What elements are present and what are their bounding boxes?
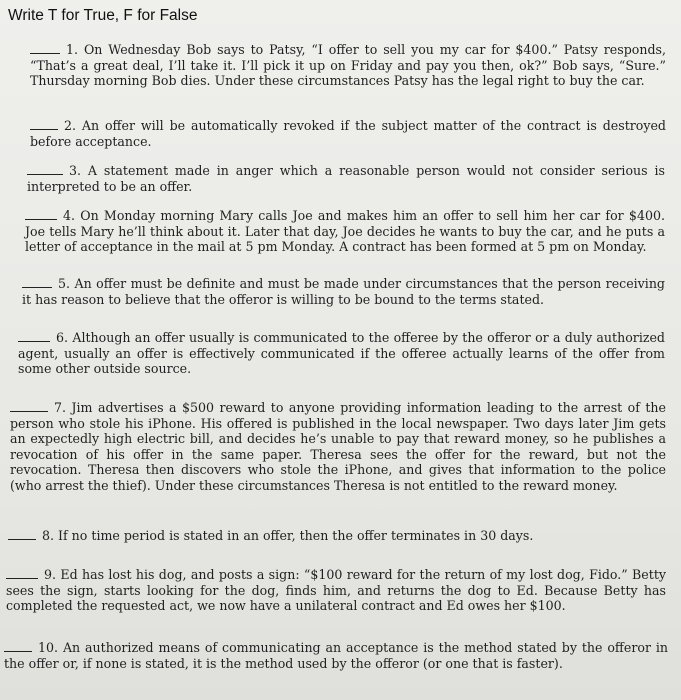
answer-blank-4[interactable] xyxy=(25,210,57,220)
question-2-text: An offer will be automatically revoked if the subject matter of the contract is destroyed before acceptance. xyxy=(30,118,666,149)
question-3-text: A statement made in anger which a reasonable person would not consider serious is interpreted to be an offer. xyxy=(27,163,665,194)
question-3 xyxy=(27,163,665,194)
answer-blank-2[interactable] xyxy=(30,120,58,130)
question-7-number: 7. xyxy=(54,400,67,415)
question-5-number: 5. xyxy=(58,276,71,291)
question-10-number: 10. xyxy=(38,640,59,655)
question-6-text: Although an offer usually is communicated to the offeree by the offeror or a duly authorized agent, usually an offer is effectively communicated if the offeree actually learns of the offer from some other outside source. xyxy=(18,330,665,376)
question-8 xyxy=(8,528,666,544)
question-10 xyxy=(4,640,668,671)
question-8-text: If no time period is stated in an offer, then the offer terminates in 30 days. xyxy=(58,528,534,543)
question-5-text: An offer must be definite and must be made under circumstances that the person receiving it has reason to believe that the offeror is willing to be bound to the terms stated. xyxy=(22,276,665,307)
question-1-text: On Wednesday Bob says to Patsy, “I offer to sell you my car for $400.” Patsy responds, “That’s a great deal, I’ll take it. I’ll pick it up on Friday and pay you then, ok?” Bob says, “Sure.” Thursday morning Bob dies. Under these circumstances Patsy has the legal right to buy the car. xyxy=(30,42,666,88)
question-2-number: 2. xyxy=(64,118,77,133)
answer-blank-8[interactable] xyxy=(8,530,36,540)
question-8-number: 8. xyxy=(42,528,55,543)
question-7-text: Jim advertises a $500 reward to anyone providing information leading to the arrest of the person who stole his iPhone. His offered is published in the local newspaper. Two days later Jim gets an expectedly high electric bill, and decides he’s unable to pay that reward money, so he publishes a revocation of his offer in the same paper. Theresa sees the offer for the reward, but not the revocation. Theresa then discovers who stole the iPhone, and gives that information to the police (who arrest the thief). Under these circumstances Theresa is not entitled to the reward money. xyxy=(10,400,666,493)
question-6-number: 6. xyxy=(56,330,69,345)
question-6 xyxy=(18,330,665,377)
question-10-text: An authorized means of communicating an acceptance is the method stated by the offeror in the offer or, if none is stated, it is the method used by the offeror (or one that is faster). xyxy=(4,640,668,671)
question-7 xyxy=(10,400,666,493)
question-4-text: On Monday morning Mary calls Joe and makes him an offer to sell him her car for $400. Joe tells Mary he’ll think about it. Later that day, Joe decides he wants to buy the car, and he puts a letter of acceptance in the mail at 5 pm Monday. A contract has been formed at 5 pm on Monday. xyxy=(25,208,665,254)
question-4-number: 4. xyxy=(63,208,76,223)
question-1 xyxy=(30,42,666,89)
question-9 xyxy=(6,567,666,614)
answer-blank-6[interactable] xyxy=(18,332,50,342)
answer-blank-10[interactable] xyxy=(4,642,32,652)
answer-blank-3[interactable] xyxy=(27,165,63,175)
question-9-text: Ed has lost his dog, and posts a sign: “$100 reward for the return of my lost dog, Fido.” Betty sees the sign, starts looking for the dog, finds him, and returns the dog to Ed. Because Betty has completed the requested act, we now have a unilateral contract and Ed owes her $100. xyxy=(6,567,666,613)
answer-blank-7[interactable] xyxy=(10,402,48,412)
question-3-number: 3. xyxy=(69,163,82,178)
answer-blank-5[interactable] xyxy=(22,278,52,288)
answer-blank-9[interactable] xyxy=(6,569,38,579)
question-2 xyxy=(30,118,666,149)
question-9-number: 9. xyxy=(44,567,57,582)
question-1-number: 1. xyxy=(66,42,79,57)
question-4 xyxy=(25,208,665,255)
answer-blank-1[interactable] xyxy=(30,44,60,54)
worksheet-heading: Write T for True, F for False xyxy=(8,7,198,24)
question-5 xyxy=(22,276,665,307)
